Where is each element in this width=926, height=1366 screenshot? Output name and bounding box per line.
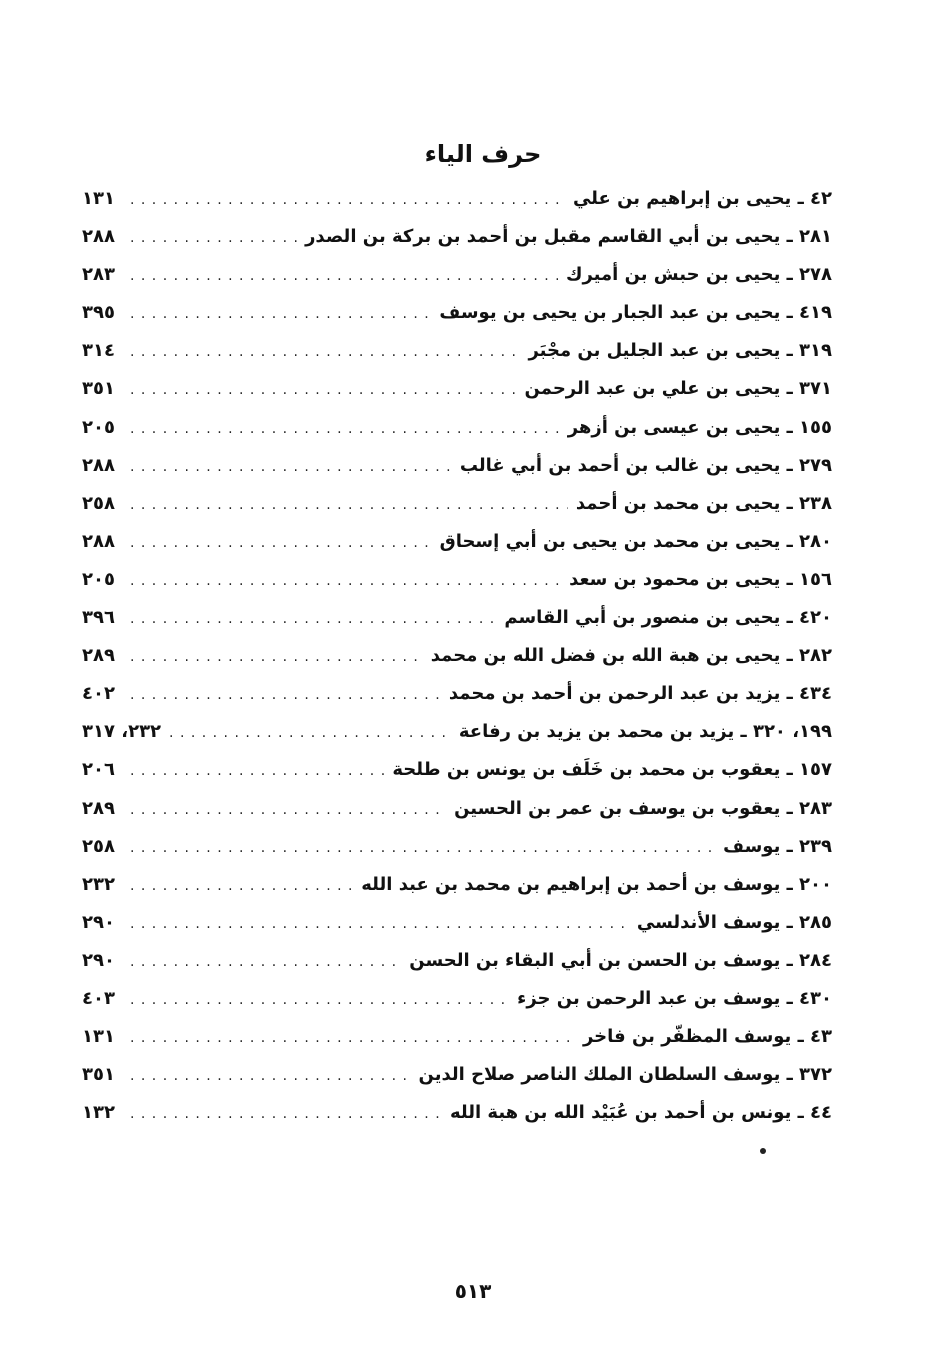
entry-pages: ٣٥١	[82, 1064, 115, 1086]
leader-dots	[130, 566, 561, 596]
leader-dots	[130, 871, 353, 901]
entry-name: ٤٤ ـ يونس بن أحمد بن عُبَيْد الله بن هبة الله	[449, 1102, 832, 1124]
leader-dots	[130, 604, 496, 634]
entry-pages: ٣٩٦	[82, 607, 115, 629]
leader-dots	[130, 299, 431, 329]
leader-dots	[130, 528, 432, 558]
leader-dots	[130, 1023, 575, 1053]
index-entry	[82, 641, 832, 679]
entry-name: ٢٨١ ـ يحيى بن أبي القاسم مقبل بن أحمد بن بركة بن الصدر	[305, 226, 832, 248]
index-entry	[82, 984, 832, 1022]
index-entry	[82, 413, 832, 451]
leader-dots	[130, 909, 629, 939]
leader-dots	[169, 718, 451, 748]
index-entry	[82, 298, 832, 336]
entry-pages: ١٣٢	[82, 1102, 115, 1124]
entry-name: ٢٧٩ ـ يحيى بن غالب بن أحمد بن أبي غالب	[459, 454, 832, 476]
index-entry	[82, 451, 832, 489]
entry-name: ٤٢ ـ يحيى بن إبراهيم بن علي	[572, 188, 832, 209]
entry-name: ٤٣٤ ـ يزيد بن عبد الرحمن بن أحمد بن محمد	[448, 683, 832, 705]
index-entry	[82, 755, 832, 793]
entry-pages: ٣٩٥	[82, 302, 115, 324]
leader-dots	[130, 452, 452, 482]
entry-pages: ٢٣٢، ٣١٧	[82, 721, 162, 743]
entry-name: ١٥٦ ـ يحيى بن محمود بن سعد	[569, 568, 832, 590]
leader-dots	[130, 414, 560, 444]
index-entry	[82, 603, 832, 641]
entry-name: ٢٣٩ ـ يوسف	[723, 835, 832, 857]
entry-pages: ٤٠٣	[82, 987, 115, 1009]
leader-dots	[130, 223, 297, 253]
entry-name: ٢٨٢ ـ يحيى بن هبة الله بن فضل الله بن محمد	[430, 645, 832, 667]
entry-pages: ٢٨٣	[82, 264, 115, 286]
index-entry	[82, 870, 832, 908]
leader-dots	[130, 833, 715, 863]
index-entry	[82, 260, 832, 298]
entry-pages: ٢٥٨	[82, 492, 115, 514]
index-entry	[82, 374, 832, 412]
entry-name: ٢٨٥ ـ يوسف الأندلسي	[636, 911, 832, 933]
entry-pages: ٢٨٩	[82, 797, 115, 819]
entry-name: ٢٣٨ ـ يحيى بن محمد بن أحمد	[575, 492, 832, 514]
leader-dots	[130, 642, 423, 672]
entry-name: ٢٨٣ ـ يعقوب بن يوسف بن عمر بن الحسين	[454, 797, 832, 819]
index-entry	[82, 489, 832, 527]
leader-dots	[130, 1099, 442, 1129]
entry-pages: ٣١٤	[82, 340, 115, 362]
index-entries-list	[82, 184, 832, 1136]
index-entry	[82, 527, 832, 565]
entry-name: ٢٨٤ ـ يوسف بن الحسن بن أبي البقاء بن الحسن	[409, 949, 832, 971]
entry-pages: ٢٨٨	[82, 226, 115, 248]
entry-name: ٢٧٨ ـ يحيى بن حبش بن أميرك	[565, 264, 832, 286]
entry-pages: ٢٨٨	[82, 530, 115, 552]
end-dot-mark	[760, 1148, 766, 1154]
entry-name: ١٩٩، ٣٢٠ ـ يزيد بن محمد بن يزيد بن رفاعة	[458, 721, 832, 743]
index-entry	[82, 832, 832, 870]
entry-pages: ٢٥٨	[82, 835, 115, 857]
entry-name: ٤٣ ـ يوسف المظفّر بن فاخر	[582, 1026, 832, 1048]
section-heading: حرف الياء	[424, 140, 542, 168]
leader-dots	[130, 947, 401, 977]
entry-pages: ٣٥١	[82, 378, 115, 400]
leader-dots	[130, 185, 565, 215]
index-entry	[82, 794, 832, 832]
index-entry	[82, 679, 832, 717]
index-entry	[82, 908, 832, 946]
leader-dots	[130, 337, 520, 367]
leader-dots	[130, 795, 446, 825]
entry-pages: ٢٨٨	[82, 454, 115, 476]
page-number: ٥١٣	[454, 1279, 492, 1303]
leader-dots	[130, 375, 517, 405]
entry-name: ٤١٩ ـ يحيى بن عبد الجبار بن يحيى بن يوسف	[439, 302, 832, 324]
leader-dots	[130, 261, 558, 291]
entry-name: ١٥٧ ـ يعقوب بن محمد بن خَلَف بن يونس بن طلحة	[392, 759, 832, 781]
entry-name: ٤٣٠ ـ يوسف بن عبد الرحمن بن جزء	[517, 987, 832, 1009]
entry-pages: ٤٠٢	[82, 683, 115, 705]
index-entry	[82, 222, 832, 260]
index-entry	[82, 1060, 832, 1098]
entry-name: ٢٨٠ ـ يحيى بن محمد بن يحيى بن أبي إسحاق	[439, 530, 832, 552]
entry-pages: ٢٠٦	[82, 759, 115, 781]
entry-name: ٤٢٠ ـ يحيى بن منصور بن أبي القاسم	[504, 607, 832, 629]
entry-pages: ٢٠٥	[82, 568, 115, 590]
index-entry	[82, 565, 832, 603]
index-entry	[82, 1022, 832, 1060]
entry-pages: ٢٩٠	[82, 911, 115, 933]
entry-pages: ٢٠٥	[82, 416, 115, 438]
leader-dots	[130, 756, 384, 786]
entry-pages: ١٣١	[82, 1026, 115, 1048]
leader-dots	[130, 985, 509, 1015]
entry-name: ٢٠٠ ـ يوسف بن أحمد بن إبراهيم بن محمد بن عبد الله	[361, 873, 832, 895]
index-entry	[82, 1098, 832, 1136]
entry-name: ٣٧١ ـ يحيى بن علي بن عبد الرحمن	[524, 378, 832, 400]
index-entry	[82, 336, 832, 374]
entry-name: ٣١٩ ـ يحيى بن عبد الجليل بن مجْبَر	[528, 340, 832, 362]
entry-pages: ٢٨٩	[82, 645, 115, 667]
entry-pages: ١٣١	[82, 188, 115, 209]
entry-pages: ٢٩٠	[82, 949, 115, 971]
index-entry	[82, 946, 832, 984]
leader-dots	[130, 490, 568, 520]
entry-name: ٣٧٢ ـ يوسف السلطان الملك الناصر صلاح الدين	[418, 1064, 832, 1086]
index-entry	[82, 717, 832, 755]
entry-name: ١٥٥ ـ يحيى بن عيسى بن أزهر	[567, 416, 832, 438]
leader-dots	[130, 1061, 411, 1091]
leader-dots	[130, 680, 441, 710]
entry-pages: ٢٣٢	[82, 873, 115, 895]
index-entry	[82, 184, 832, 222]
